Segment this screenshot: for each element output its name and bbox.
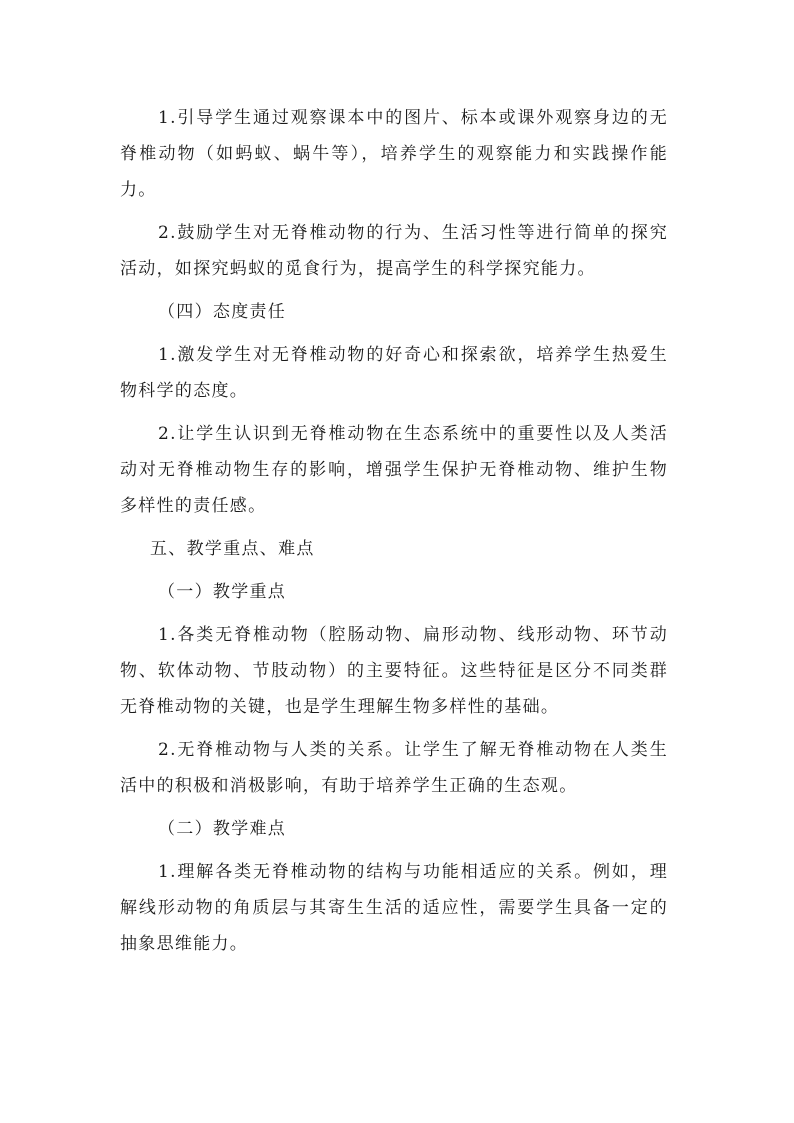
subheading-difficult-points: （二）教学难点 bbox=[158, 819, 287, 839]
paragraph-ecosystem-importance: 2.让学生认识到无脊椎动物在生态系统中的重要性以及人类活动对无脊椎动物生存的影响，增强学生保护无脊椎动物、维护生物多样性的责任感。 bbox=[120, 424, 668, 516]
paragraph-inquiry-ability: 2.鼓励学生对无脊椎动物的行为、生活习性等进行简单的探究活动，如探究蚂蚁的觅食行为，提高学生的科学探究能力。 bbox=[120, 223, 668, 279]
subheading-key-points: （一）教学重点 bbox=[158, 582, 287, 602]
section-heading-key-difficult-points: 五、教学重点、难点 bbox=[150, 539, 315, 559]
subheading-attitude-responsibility: （四）态度责任 bbox=[158, 302, 287, 322]
paragraph-observation-ability: 1.引导学生通过观察课本中的图片、标本或课外观察身边的无脊椎动物（如蚂蚁、蜗牛等），培养学生的观察能力和实践操作能力。 bbox=[120, 108, 668, 200]
paragraph-main-features: 1.各类无脊椎动物（腔肠动物、扁形动物、线形动物、环节动物、软体动物、节肢动物）的主要特征。这些特征是区分不同类群无脊椎动物的关键，也是学生理解生物多样性的基础。 bbox=[120, 625, 668, 717]
paragraph-structure-function: 1.理解各类无脊椎动物的结构与功能相适应的关系。例如，理解线形动物的角质层与其寄生生活的适应性，需要学生具备一定的抽象思维能力。 bbox=[120, 862, 668, 954]
paragraph-curiosity: 1.激发学生对无脊椎动物的好奇心和探索欲，培养学生热爱生物科学的态度。 bbox=[120, 345, 668, 401]
document-page bbox=[120, 100, 668, 969]
paragraph-human-relationship: 2.无脊椎动物与人类的关系。让学生了解无脊椎动物在人类生活中的积极和消极影响，有助于培养学生正确的生态观。 bbox=[120, 740, 668, 796]
